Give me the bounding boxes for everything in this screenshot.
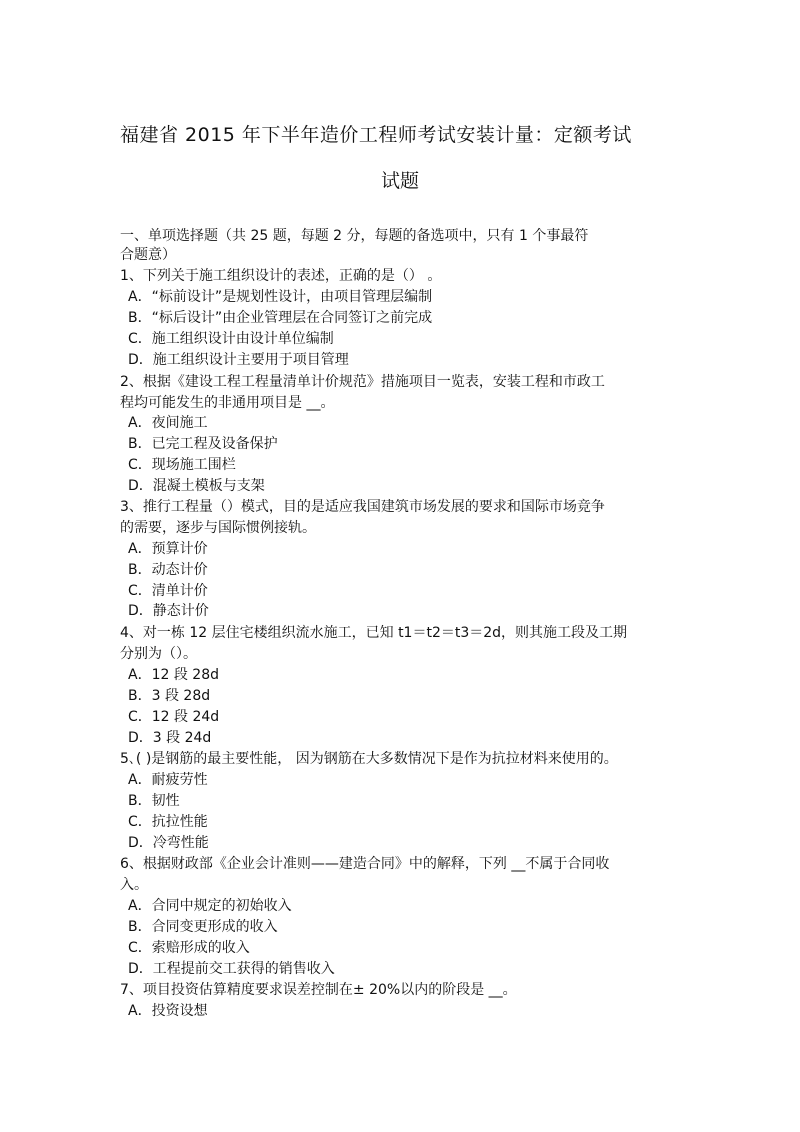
question-3-option-b: B．动态计价 [128,562,208,578]
question-6-option-c: C．索赔形成的收入 [128,940,250,956]
question-2-stem-cont: 程均可能发生的非通用项目是 __。 [120,395,335,411]
question-2-option-b: B．已完工程及设备保护 [128,436,278,452]
question-4-option-b: B．3 段 28d [128,688,211,704]
section-header-cont: 合题意） [120,247,176,263]
document-title-line1: 福建省 2015 年下半年造价工程师考试安装计量：定额考试 [120,124,632,146]
question-5-option-b: B．韧性 [128,793,180,809]
document-title-line2: 试题 [380,170,419,192]
question-2-option-c: C．现场施工围栏 [128,457,236,473]
question-4-option-c: C．12 段 24d [128,709,220,725]
question-4-option-a: A．12 段 28d [128,667,219,683]
question-1-stem: 1、下列关于施工组织设计的表述，正确的是（） 。 [120,268,442,284]
question-5-option-d: D．冷弯性能 [128,835,209,851]
question-3-option-a: A．预算计价 [128,541,208,557]
question-1-option-b: B．“标后设计”由企业管理层在合同签订之前完成 [128,310,433,326]
question-3-option-c: C．清单计价 [128,583,208,599]
question-5-option-c: C．抗拉性能 [128,814,208,830]
question-7-stem: 7、项目投资估算精度要求误差控制在± 20%以内的阶段是 __。 [120,982,517,998]
question-1-option-c: C．施工组织设计由设计单位编制 [128,331,334,347]
question-2-stem: 2、根据《建设工程工程量清单计价规范》措施项目一览表，安装工程和市政工 [120,374,605,390]
question-2-option-a: A．夜间施工 [128,415,208,431]
question-5-stem: 5､( )是钢筋的最主要性能， 因为钢筋在大多数情况下是作为抗拉材料来使用的。 [120,751,618,767]
question-6-option-b: B．合同变更形成的收入 [128,919,278,935]
question-4-stem-cont: 分别为（）。 [120,646,197,662]
question-2-option-d: D．混凝土模板与支架 [128,478,265,494]
question-6-stem: 6、根据财政部《企业会计准则——建造合同》中的解释，下列 __不属于合同收 [120,856,610,872]
question-6-stem-cont: 入。 [120,877,148,893]
question-1-option-a: A．“标前设计”是规划性设计，由项目管理层编制 [128,289,433,305]
question-3-stem-cont: 的需要，逐步与国际惯例接轨。 [120,520,316,536]
question-3-option-d: D．静态计价 [128,603,209,619]
question-7-option-a: A．投资设想 [128,1003,208,1019]
question-1-option-d: D．施工组织设计主要用于项目管理 [128,352,349,368]
question-6-option-d: D．工程提前交工获得的销售收入 [128,961,335,977]
question-3-stem: 3、推行工程量（）模式，目的是适应我国建筑市场发展的要求和国际市场竞争 [120,499,605,515]
question-6-option-a: A．合同中规定的初始收入 [128,898,292,914]
question-5-option-a: A．耐疲劳性 [128,772,208,788]
question-4-stem: 4、对一栋 12 层住宅楼组织流水施工，已知 t1＝t2＝t3＝2d，则其施工段及工期 [120,625,628,641]
section-header: 一、单项选择题（共 25 题，每题 2 分，每题的备选项中，只有 1 个事最符 [120,228,589,244]
question-4-option-d: D．3 段 24d [128,730,212,746]
